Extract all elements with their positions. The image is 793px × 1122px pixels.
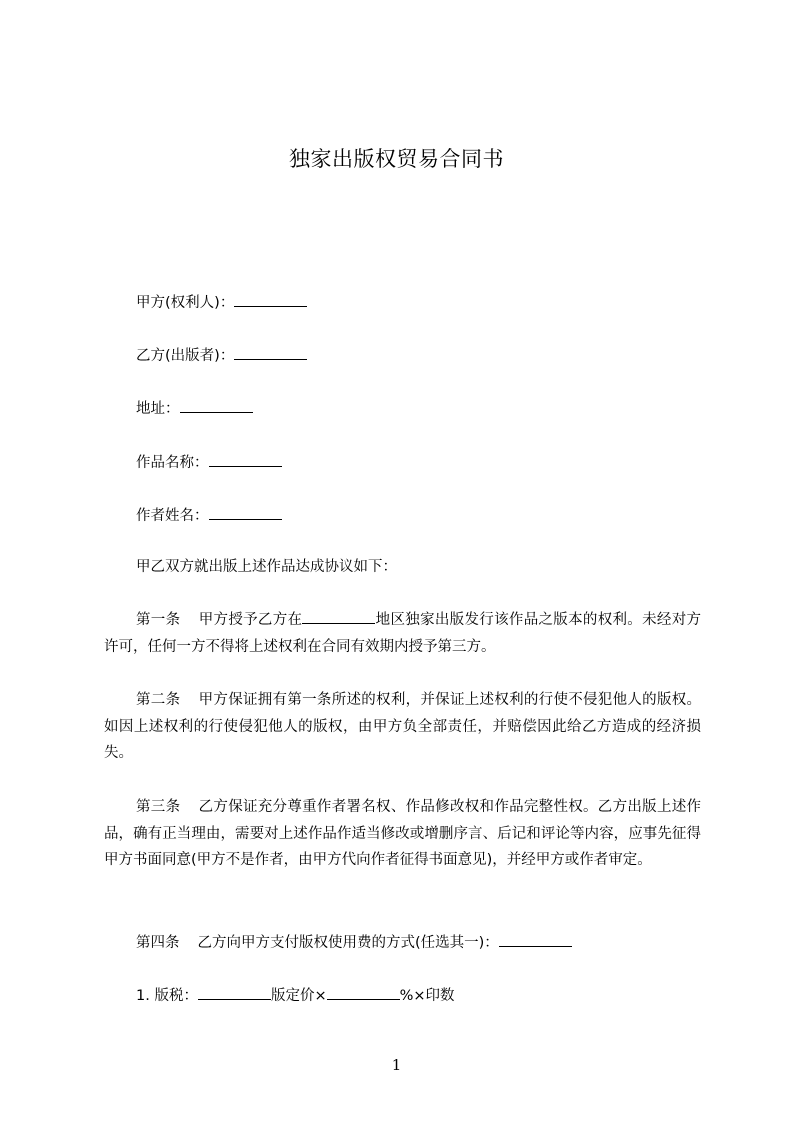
article-4-number: 第四条 <box>136 935 180 951</box>
royalty-prefix: 1. 版税： <box>136 988 198 1004</box>
article-2-number: 第二条 <box>136 692 181 708</box>
party-a-field <box>136 291 307 313</box>
article-3-text: 乙方保证充分尊重作者署名权、作品修改权和作品完整性权。乙方出版上述作品，确有正当理由，需要对上述作品作适当修改或增删序言、后记和评论等内容，应事先征得甲方书面同意(甲方不是作者，由甲方代向作者征得书面意见)，并经甲方或作者审定。 <box>104 799 702 868</box>
work-title-field <box>136 451 282 473</box>
article-4-text: 乙方向甲方支付版权使用费的方式(任选其一)： <box>197 935 499 951</box>
party-b-field <box>136 344 307 366</box>
article-3-number: 第三条 <box>136 799 181 815</box>
article-4-blank <box>499 931 572 947</box>
page-title: 独家出版权贸易合同书 <box>289 147 504 171</box>
article-3 <box>104 794 701 874</box>
address-field <box>136 397 253 419</box>
address-label: 地址： <box>136 401 180 417</box>
royalty-blank-1 <box>198 984 271 1000</box>
article-1-text-after: 地区独家出版发行该作品之版本的权利。未经对方许可，任何一方不得将上述权利在合同有效期内授予第三方。 <box>104 612 702 655</box>
page-number: 1 <box>391 1056 402 1074</box>
article-4 <box>136 931 572 953</box>
party-b-blank <box>234 344 307 360</box>
address-blank <box>180 397 253 413</box>
royalty-blank-2 <box>327 984 400 1000</box>
author-name-label: 作者姓名： <box>136 508 209 524</box>
intro-text: 甲乙双方就出版上述作品达成协议如下： <box>136 559 397 575</box>
work-title-label: 作品名称： <box>136 455 209 471</box>
work-title-blank <box>209 451 282 467</box>
article-1-text-before: 甲方授予乙方在 <box>198 612 303 628</box>
party-a-label: 甲方(权利人)： <box>136 295 235 311</box>
author-name-blank <box>209 504 282 520</box>
article-2-text: 甲方保证拥有第一条所述的权利，并保证上述权利的行使不侵犯他人的版权。如因上述权利的行使侵犯他人的版权，由甲方负全部责任，并赔偿因此给乙方造成的经济损失。 <box>104 692 702 761</box>
author-name-field <box>136 504 282 526</box>
article-1 <box>104 607 701 660</box>
party-b-label: 乙方(出版者)： <box>136 348 235 364</box>
royalty-suffix: %×印数 <box>399 988 455 1004</box>
party-a-blank <box>234 291 307 307</box>
royalty-item <box>136 984 455 1006</box>
article-2 <box>104 687 701 767</box>
royalty-mid: 版定价× <box>270 988 327 1004</box>
article-1-number: 第一条 <box>136 612 181 628</box>
article-1-region-blank <box>302 608 375 624</box>
